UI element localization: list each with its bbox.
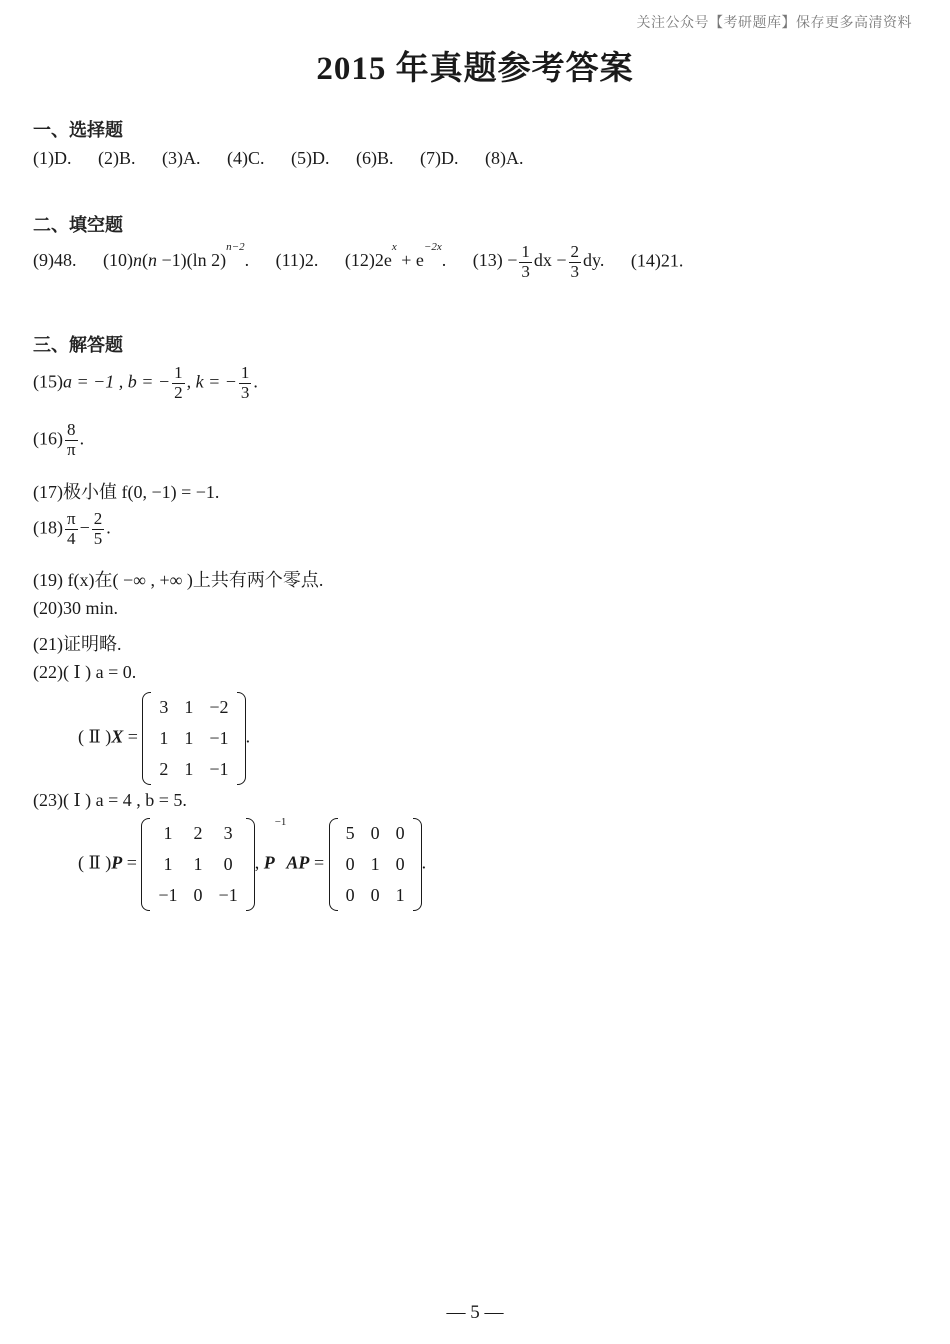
fraction: $\frac{8}{\pi}$ [67, 420, 76, 459]
answer-q20: (20)30 min. [33, 598, 118, 618]
choice-answers [33, 148, 546, 169]
answer-q18: (18) $\frac{\pi}{4}$ − $\frac{2}{5}$ . [33, 509, 111, 548]
answer-q23-part2: ( Ⅱ )P = 1 2 3 1 1 0 −1 0 −1 , $P^{-1}AP$ = 5 0 0 0 1 0 0 0 1 . [78, 818, 426, 911]
left-bracket [141, 818, 150, 911]
choice-item: (7)D. [420, 148, 459, 168]
right-bracket [246, 818, 255, 911]
fill-q10: (10)n(n −1)(ln 2)$^{n-2}$. [103, 241, 250, 271]
fraction: $\frac{1}{3}$ [240, 363, 250, 402]
fill-q12: $(12)2e^x + e^{-2x}$. [344, 241, 447, 271]
answer-q19: (19) f(x)在( −∞ , +∞ )上共有两个零点. [33, 570, 324, 590]
choice-item: (8)A. [485, 148, 524, 168]
left-bracket [329, 818, 338, 911]
choice-item: (3)A. [162, 148, 201, 168]
choice-item: (6)B. [356, 148, 394, 168]
answer-q17: (17)极小值 f(0, −1) = −1. [33, 482, 220, 502]
left-bracket [142, 692, 151, 785]
answer-q16: (16) $\frac{8}{\pi}$ . [33, 420, 85, 459]
choice-item: (1)D. [33, 148, 72, 168]
answer-q21: (21)证明略. [33, 634, 122, 654]
choice-item: (2)B. [98, 148, 136, 168]
right-bracket [413, 818, 422, 911]
answer-q15: (15)a = −1 , b = − $\frac{1}{2}$ , k = − $\frac{1}{3}$ . [33, 363, 258, 402]
page-title: 2015 年真题参考答案 [316, 51, 634, 87]
fill-q9: (9)48. [33, 250, 77, 271]
matrix-X: 3 1 −2 1 1 −1 2 1 −1 [142, 692, 245, 785]
answer-q23-part1: (23)( Ⅰ ) a = 4 , b = 5. [33, 790, 187, 810]
answer-q22-part2: ( Ⅱ )X = 3 1 −2 1 1 −1 2 1 −1 . [78, 692, 250, 785]
fill-q11: (11)2. [275, 250, 319, 271]
fraction: $\frac{2}{3}$ [570, 242, 580, 281]
fraction: $\frac{1}{2}$ [174, 363, 183, 402]
fraction: $\frac{1}{3}$ [521, 242, 530, 281]
choice-item: (4)C. [227, 148, 265, 168]
matrix-diagonal: 5 0 0 0 1 0 0 0 1 [329, 818, 422, 911]
fill-answers [33, 243, 683, 281]
section-fill-heading: 二、填空题 [33, 215, 123, 236]
section-solution-heading: 三、解答题 [33, 335, 123, 356]
watermark: 关注公众号【考研题库】保存更多高清资料 [636, 16, 912, 31]
section-choice-heading: 一、选择题 [33, 120, 123, 141]
fraction: $\frac{\pi}{4}$ [67, 509, 76, 548]
fraction: $\frac{2}{5}$ [93, 509, 103, 548]
matrix-P: 1 2 3 1 1 0 −1 0 −1 [141, 818, 254, 911]
choice-item: (5)D. [291, 148, 330, 168]
answer-q22-part1: (22)( Ⅰ ) a = 0. [33, 662, 137, 682]
page-number: — 5 — [446, 1302, 504, 1323]
right-bracket [237, 692, 246, 785]
fill-q13: (13) − $\frac{1}{3}$ dx − $\frac{2}{3}$ dy. [472, 242, 605, 281]
fill-q14: (14)21. [630, 250, 684, 271]
